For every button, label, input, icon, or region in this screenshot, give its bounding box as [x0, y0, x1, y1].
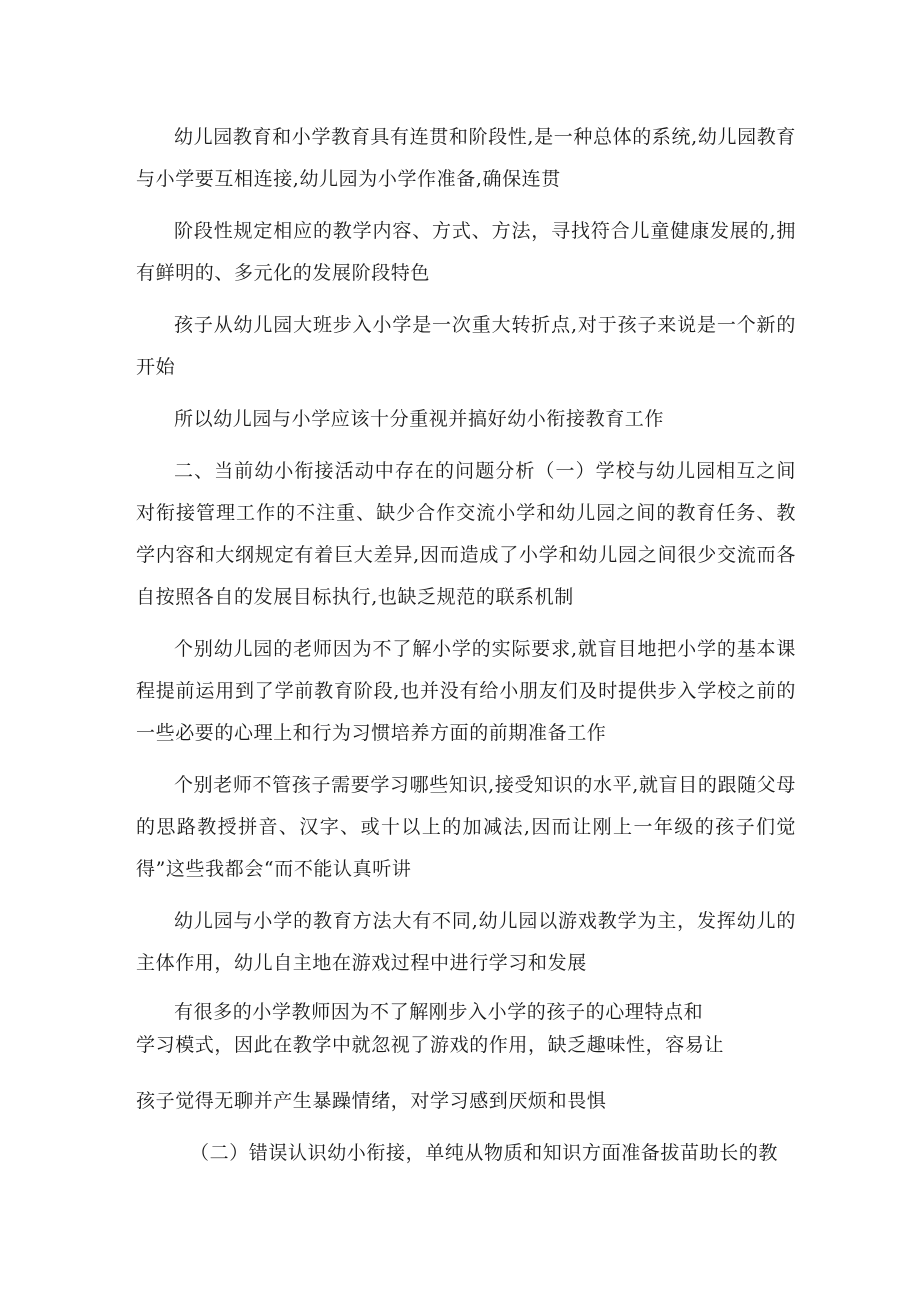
paragraph-9-line-1: 有很多的小学教师因为不了解刚步入小学的孩子的心理特点和	[174, 1001, 704, 1023]
paragraph-9-line-3: 孩子觉得无聊并产生暴躁情绪，对学习感到厌烦和畏惧	[136, 1090, 607, 1112]
paragraph-3: 孩子从幼儿园大班步入小学是一次重大转折点,对于孩子来说是一个新的开始	[136, 314, 796, 378]
paragraph-10: （二）错误认识幼小衔接，单纯从物质和知识方面准备拔苗助长的教	[190, 1142, 779, 1164]
paragraph-9-line-2: 学习模式，因此在教学中就忽视了游戏的作用，缺乏趣味性，容易让	[136, 1034, 725, 1056]
paragraph-1: 幼儿园教育和小学教育具有连贯和阶段性,是一种总体的系统,幼儿园教育与小学要互相连接,幼儿园为小学作准备,确保连贯	[136, 126, 796, 190]
paragraph-8: 幼儿园与小学的教育方法大有不同,幼儿园以游戏教学为主，发挥幼儿的主体作用，幼儿自主地在游戏过程中进行学习和发展	[136, 910, 796, 974]
paragraph-5: 二、当前幼小衔接活动中存在的问题分析（一）学校与幼儿园相互之间对衔接管理工作的不注重、缺少合作交流小学和幼儿园之间的教育任务、教学内容和大纲规定有着巨大差异,因而造成了小学和幼儿园之间很少交流而各自按照各自的发展目标执行,也缺乏规范的联系机制	[136, 460, 796, 608]
paragraph-4: 所以幼儿园与小学应该十分重视并搞好幼小衔接教育工作	[174, 408, 665, 430]
paragraph-6: 个别幼儿园的老师因为不了解小学的实际要求,就盲目地把小学的基本课程提前运用到了学前教育阶段,也并没有给小朋友们及时提供步入学校之前的一些必要的心理上和行为习惯培养方面的前期准备工作	[136, 638, 796, 744]
paragraph-2: 阶段性规定相应的教学内容、方式、方法，寻找符合儿童健康发展的,拥有鲜明的、多元化的发展阶段特色	[136, 220, 796, 284]
paragraph-7: 个别老师不管孩子需要学习哪些知识,接受知识的水平,就盲目的跟随父母的思路教授拼音、汉字、或十以上的加减法,因而让刚上一年级的孩子们觉得”这些我都会“而不能认真听讲	[136, 774, 796, 880]
